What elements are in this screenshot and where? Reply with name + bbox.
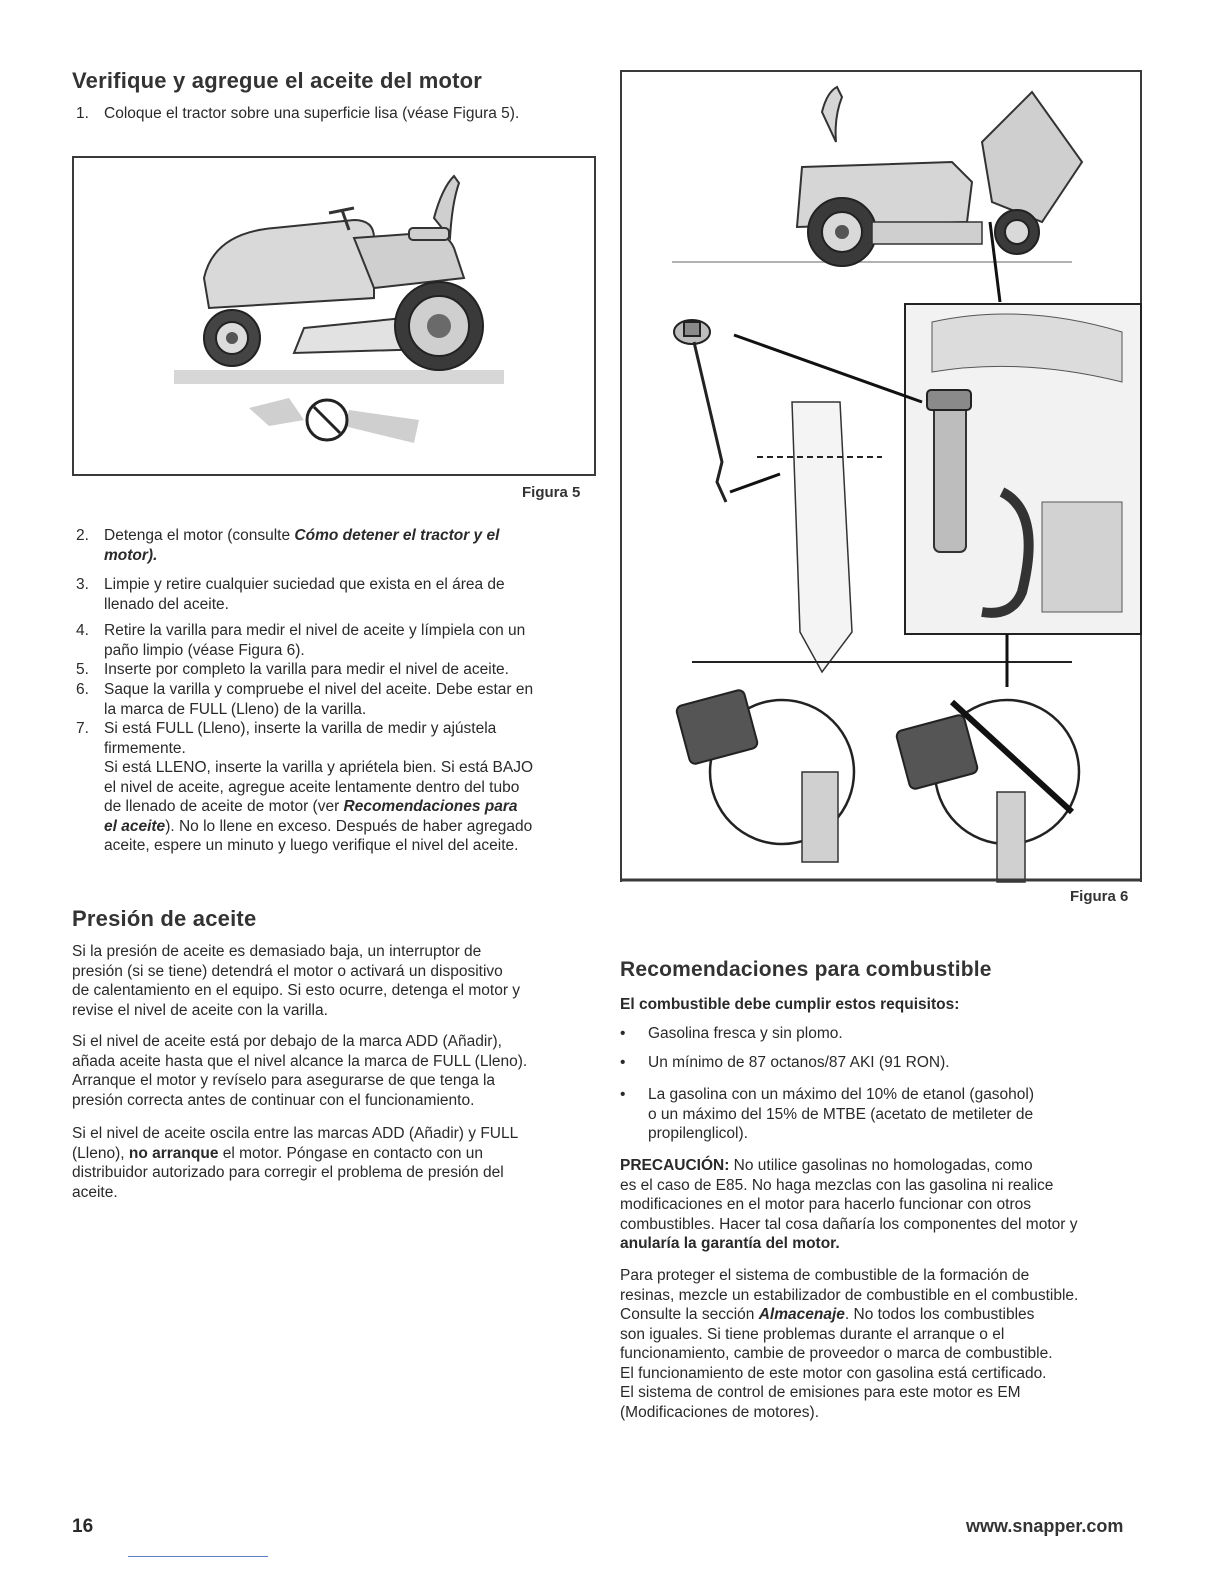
- step-text: Inserte por completo la varilla para medir el nivel de aceite.: [104, 661, 509, 678]
- text-line: (Modificaciones de motores).: [620, 1403, 819, 1421]
- text-line: Arranque el motor y revíselo para asegurarse de que tenga la: [72, 1072, 496, 1089]
- bullet-text: Un mínimo de 87 octanos/87 AKI (91 RON).: [648, 1054, 950, 1071]
- step-number: 5.: [76, 661, 89, 678]
- emphasis-text: anularía la garantía del motor.: [620, 1235, 840, 1252]
- emphasis-text: no arranque: [128, 1144, 219, 1162]
- text-line: El funcionamiento de este motor con gasolina está certificado.: [620, 1364, 1047, 1382]
- figure-6-frame: [620, 70, 1142, 882]
- text-line: funcionamiento, cambie de proveedor o marca de combustible.: [620, 1345, 1053, 1362]
- oil-pressure-paragraph-1: [72, 942, 612, 1020]
- step-line: de llenado de aceite de motor (ver: [104, 798, 344, 815]
- step-7: [76, 719, 606, 859]
- step-line: Limpie y retire cualquier suciedad que exista en el área de: [104, 576, 505, 593]
- text-line: La gasolina con un máximo del 10% de etanol (gasohol): [648, 1086, 1035, 1103]
- oil-pressure-paragraph-2: [72, 1032, 612, 1110]
- cross-reference-link[interactable]: Almacenaje: [758, 1306, 845, 1323]
- fuel-stabilizer-paragraph: [620, 1266, 1150, 1422]
- step-text-part: Detenga el motor (consulte: [104, 527, 295, 544]
- page-number: 16: [72, 1516, 94, 1537]
- step-line: el nivel de aceite, agregue aceite lentamente dentro del tubo: [104, 778, 520, 796]
- text-part: el motor. Póngase en contacto con un: [218, 1144, 483, 1162]
- step-line: llenado del aceite.: [104, 595, 229, 613]
- step-text: Coloque el tractor sobre una superficie lisa (véase Figura 5).: [104, 105, 520, 122]
- cross-reference-link[interactable]: motor).: [104, 546, 158, 564]
- text-line: presión (si se tiene) detendrá el motor o activará un dispositivo: [72, 962, 503, 980]
- text-line: revise el nivel de aceite con la varilla.: [72, 1001, 328, 1019]
- fuel-requirement-item: [620, 1085, 1140, 1145]
- step-line: Si está FULL (Lleno), inserte la varilla de medir y ajústela: [104, 720, 497, 737]
- step-number: 6.: [76, 681, 89, 698]
- text-line: modificaciones en el motor para hacerlo funcionar con otros: [620, 1196, 1031, 1213]
- tractor-level-illustration: [74, 158, 594, 474]
- website-link[interactable]: www.snapper.com: [966, 1516, 1124, 1536]
- text-line: es el caso de E85. No haga mezclas con las gasolina ni realice: [620, 1176, 1054, 1194]
- text-line: presión correcta antes de continuar con el funcionamiento.: [72, 1091, 475, 1109]
- cross-reference-link[interactable]: Cómo detener el tractor y el: [294, 527, 500, 544]
- step-line: ). No lo llene en exceso. Después de haber agregado: [165, 817, 533, 835]
- step-text: [104, 621, 525, 660]
- text-line: añada aceite hasta que el nivel alcance la marca de FULL (Lleno).: [72, 1052, 528, 1070]
- step-text: [104, 680, 533, 719]
- text-part: No utilice gasolinas no homologadas, como: [729, 1157, 1033, 1174]
- section-title-fuel: Recomendaciones para combustible: [620, 958, 992, 981]
- text-line: Para proteger el sistema de combustible de la formación de: [620, 1267, 1030, 1284]
- step-number: 7.: [76, 720, 89, 737]
- text-line: combustibles. Hacer tal cosa dañaría los componentes del motor y: [620, 1215, 1078, 1233]
- step-line: Retire la varilla para medir el nivel de aceite y límpiela con un: [104, 622, 526, 639]
- step-5: [76, 660, 596, 680]
- text-line: aceite.: [72, 1183, 118, 1201]
- caution-label: PRECAUCIÓN:: [620, 1157, 730, 1174]
- fuel-requirement-item: [620, 1024, 1140, 1044]
- text-line: Si el nivel de aceite está por debajo de la marca ADD (Añadir),: [72, 1033, 502, 1050]
- step-text: [104, 526, 499, 565]
- step-text: [104, 719, 533, 856]
- text-part: . No todos los combustibles: [844, 1306, 1035, 1323]
- step-2: [76, 526, 596, 566]
- bullet-icon: •: [620, 1086, 626, 1103]
- bullet-icon: •: [620, 1054, 626, 1071]
- dipstick-illustration: [622, 72, 1142, 884]
- step-line: aceite, espere un minuto y luego verifique el nivel del aceite.: [104, 837, 519, 854]
- oil-pressure-paragraph-3: [72, 1124, 612, 1202]
- step-4: [76, 621, 596, 661]
- bullet-text: [648, 1085, 1034, 1144]
- footer-divider: [128, 1556, 268, 1557]
- fuel-requirements-subtitle: El combustible debe cumplir estos requisitos:: [620, 996, 960, 1013]
- text-line: propilenglicol).: [648, 1125, 748, 1142]
- bullet-icon: •: [620, 1025, 626, 1042]
- figure-6-caption: Figura 6: [1070, 888, 1129, 905]
- text-line: Si la presión de aceite es demasiado baja, un interruptor de: [72, 943, 482, 960]
- step-number: 4.: [76, 622, 89, 639]
- step-line: paño limpio (véase Figura 6).: [104, 641, 305, 659]
- text-part: Consulte la sección: [620, 1306, 759, 1323]
- section-title-oil-pressure: Presión de aceite: [72, 906, 257, 931]
- text-line: resinas, mezcle un estabilizador de combustible en el combustible.: [620, 1286, 1079, 1304]
- step-line: la marca de FULL (Lleno) de la varilla.: [104, 700, 367, 718]
- step-line: Saque la varilla y compruebe el nivel del aceite. Debe estar en: [104, 681, 534, 698]
- cross-reference-link[interactable]: el aceite: [104, 817, 166, 835]
- section-title-oil-check: Verifique y agregue el aceite del motor: [72, 68, 483, 93]
- fuel-caution-paragraph: [620, 1156, 1150, 1254]
- fuel-requirement-item: [620, 1053, 1140, 1073]
- text-line: de calentamiento en el equipo. Si esto ocurre, detenga el motor y: [72, 982, 521, 999]
- bullet-text: Gasolina fresca y sin plomo.: [648, 1025, 843, 1042]
- figure-5-frame: [72, 156, 596, 476]
- step-number: 2.: [76, 527, 89, 544]
- step-6: [76, 680, 596, 720]
- step-number: 3.: [76, 576, 89, 593]
- step-number: 1.: [76, 105, 89, 122]
- step-line: Si está LLENO, inserte la varilla y apriétela bien. Si está BAJO: [104, 759, 534, 776]
- figure-5-caption: Figura 5: [522, 484, 581, 501]
- text-line: El sistema de control de emisiones para este motor es EM: [620, 1384, 1021, 1401]
- text-line: distribuidor autorizado para corregir el problema de presión del: [72, 1164, 504, 1181]
- text-line: Si el nivel de aceite oscila entre las marcas ADD (Añadir) y FULL: [72, 1125, 519, 1142]
- text-line: o un máximo del 15% de MTBE (acetato de metileter de: [648, 1105, 1034, 1123]
- text-part: (Lleno),: [72, 1144, 129, 1162]
- step-3: [76, 575, 596, 615]
- cross-reference-link[interactable]: Recomendaciones para: [343, 798, 518, 815]
- step-text: [104, 575, 505, 614]
- text-line: son iguales. Si tiene problemas durante el arranque o el: [620, 1325, 1005, 1343]
- step-line: firmemente.: [104, 739, 186, 757]
